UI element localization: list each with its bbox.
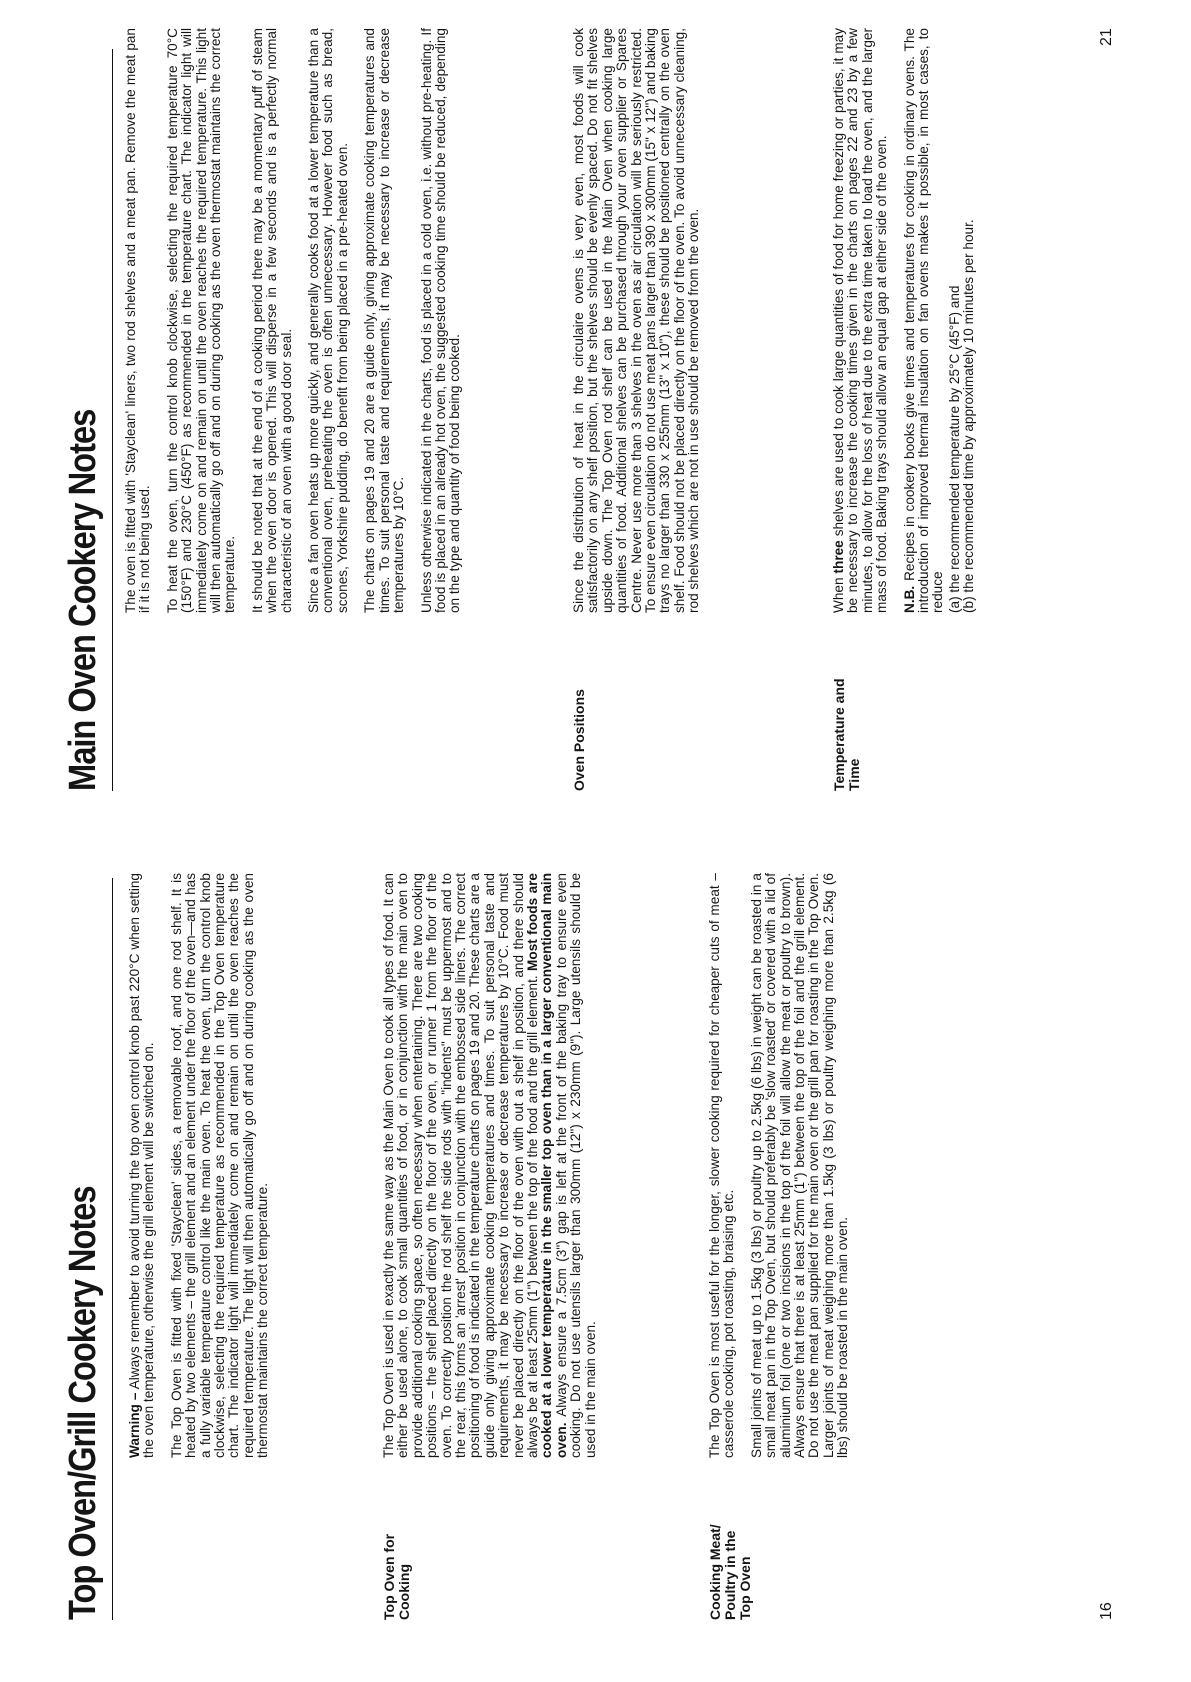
page-title: Main Oven Cookery Notes bbox=[62, 409, 104, 791]
top-oven-fitting-paragraph: The Top Oven is fitted with fixed 'Stayclean' sides, a removable roof, and one rod shelf. It is heated by two elements – the grill element and an element under the floor of the oven—and has a fully variable temperature control like the main oven. To heat the oven, turn the control knob clockwise, selecting the required temperature as recommended in the Top Oven temperature chart. The indicator light will immediately come on and remain on until the oven reaches the required temperature. The light will then automatically go off and on during cooking as the oven thermostat maintains the correct temperature. bbox=[168, 873, 271, 1458]
page-number: 16 bbox=[1098, 1602, 1115, 1620]
title-rule bbox=[112, 49, 113, 791]
main-oven-paragraph-6: Unless otherwise indicated in the charts, food is placed in a cold oven, i.e. without pre-heating. If food is placed in an already hot oven, the suggested cooking time should be reduced, depending on the type and quantity of food being cooked. bbox=[418, 28, 463, 613]
nb-label: N.B. bbox=[901, 585, 917, 613]
meat-paragraph-1: The Top Oven is most useful for the longer, slower cooking required for cheaper cuts of meat – casserole cooking, pot roasting, braising etc. bbox=[707, 873, 737, 1458]
bold-note: Most foods are cooked at a lower temperature in the smaller top oven than in a larger conventional main oven. bbox=[525, 873, 569, 1458]
nb-item-a: (a) the recommended temperature by 25°C (45°F) and bbox=[946, 285, 962, 613]
page-title: Top Oven/Grill Cookery Notes bbox=[62, 1186, 104, 1620]
main-oven-text bbox=[124, 28, 476, 613]
page-number: 21 bbox=[1098, 28, 1115, 46]
bold-three: three bbox=[831, 540, 846, 574]
main-oven-paragraph-1: The oven is fitted with 'Stayclean' liners, two rod shelves and a meat pan. Remove the meat pan if it is not being used. bbox=[123, 28, 153, 613]
oven-positions-paragraph: Since the distribution of heat in the circulaire ovens is very even, most foods will cook satisfactorily on any shelf position, but the shelves should be evenly spaced. Do not fit shelves upside down. The Top Oven rod shelf can be used in the Main Oven when cooking large quantities of food. Additional shelves can be purchased through your oven supplier or Spares Centre. Never use more than 3 shelves in the oven as air circulation will be seriously restricted. To ensure even circulation do not use meat pans larger than 390 x 300mm (15" x 12") and baking trays no larger than 330 x 255mm (13" x 10"), these should be positioned centrally on the oven shelf. Food should not be placed directly on the floor of the oven. To avoid unnecessary cleaning, rod shelves which are not in use should be removed from the oven. bbox=[571, 28, 702, 613]
left-page bbox=[0, 841, 1191, 1682]
warning-paragraph bbox=[128, 873, 157, 1458]
intro-text bbox=[128, 873, 284, 1458]
nb-paragraph: N.B. Recipes in cookery books give times and temperatures for cooking in ordinary ovens. The introduction of improved thermal insulation on fan ovens makes it possible, in most cases, to reduce bbox=[901, 28, 946, 613]
main-oven-paragraph-5: The charts on pages 19 and 20 are a guide only, giving approximate cooking temperatures and times. To suit personal taste and requirements, it may be necessary to increase or decrease temperatures by 10°C. bbox=[362, 28, 407, 613]
warning-text: Always remember to avoid turning the top oven control knob past 220°C when setting the oven temperature, otherwise the grill element will be switched on. bbox=[127, 873, 157, 1458]
main-oven-paragraph-2: To heat the oven, turn the control knob clockwise, selecting the required temperature 70°C (150°F) and 230°C (450°F) as recommended in the temperature chart. The indicator light will immediately come on and remain on until the oven reaches the required temperature. This light will then automatically go off and on during cooking as the oven thermostat maintains the correct temperature. bbox=[164, 28, 238, 613]
section-heading-top-oven-for-cooking: Top Oven for Cooking bbox=[381, 1533, 412, 1620]
meat-cooking-text bbox=[708, 873, 864, 1458]
nb-item-b: (b) the recommended time by approximately 10 minutes per hour. bbox=[961, 219, 977, 613]
warning-label: Warning – bbox=[127, 1392, 142, 1458]
temperature-text bbox=[832, 28, 977, 613]
section-heading-oven-positions: Oven Positions bbox=[571, 689, 587, 791]
top-oven-cooking-text bbox=[382, 873, 611, 1458]
section-heading-cooking-meat: Cooking Meat/ Poultry in the Top Oven bbox=[707, 1524, 753, 1620]
title-rule bbox=[112, 878, 113, 1620]
main-oven-paragraph-3: It should be noted that at the end of a cooking period there may be a momentary puff of steam when the oven door is opened. This will disperse in a few seconds and is a perfectly normal characteristic of an oven with a good door seal. bbox=[249, 28, 294, 613]
temperature-paragraph: When three shelves are used to cook large quantities of food for home freezing or parties, it may be necessary to increase the cooking times given in the charts on pages 22 and 23 by a few minutes, to allow for the loss of heat due to the extra time taken to load the oven, and the larger mass of food. Baking trays should allow an equal gap at either side of the oven. bbox=[831, 27, 890, 613]
main-oven-paragraph-4: Since a fan oven heats up more quickly, and generally cooks food at a lower temperature than a conventional oven, preheating the oven is often unnecessary. However food such as bread, scones, Yorkshire pudding, do benefit from being placed in a pre-heated oven. bbox=[306, 28, 350, 613]
meat-paragraph-2: Small joints of meat up to 1.5kg (3 lbs) or poultry up to 2.5kg (6 lbs) in weight can be roasted in a small meat pan in the Top Oven, but should preferably be 'slow roasted' or covered with a lid of aluminium foil (one or two incisions in the top of the foil will allow the meat or poultry to brown). Always ensure that there is at least 25mm (1") between the top of the foil and the grill element. Do not use the meat pan supplied for the main oven or the grill pan for roasting in the Top Oven. Larger joints of meat weighing more than 1.5kg (3 lbs) or poultry weighing more than 2.5kg (6 lbs) should be roasted in the main oven. bbox=[748, 873, 851, 1458]
top-oven-cooking-paragraph: The Top Oven is used in exactly the same way as the Main Oven to cook all types of food. It can either be used alone, to cook small quantities of food, or in conjunction with the main oven to provide additional cooking space, so often necessary when entertaining. There are two cooking positions – the shelf placed directly on the floor of the oven, or runner 1 from the floor of the oven. To correctly position the rod shelf the side rods with "indents" must be uppermost and to the rear, this forms an 'arrest' position in conjunction with the embossed side liners. The correct positioning of food is indicated in the temperature charts on pages 19 and 20. These charts are a guide only giving approximate cooking temperatures and times. To suit personal taste and requirements, it may be necessary to increase or decrease temperatures by 10°C. Food must never be placed directly on the floor of the oven with out a shelf in position, and there should always be at least 25mm (1") between the top of the food and the grill element. Most foods are cooked at a lower temperature in the smaller top oven than in a larger conventional main oven. Always ensure a 7.5cm (3") gap is left at the front of the baking tray to ensure even cooking. Do not use utensils larger than 300mm (12") x 230mm (9"). Large utensils should be used in the main oven. bbox=[381, 873, 598, 1458]
section-heading-temperature-and-time: Temperature and Time bbox=[831, 678, 862, 791]
oven-positions-text bbox=[572, 28, 715, 613]
